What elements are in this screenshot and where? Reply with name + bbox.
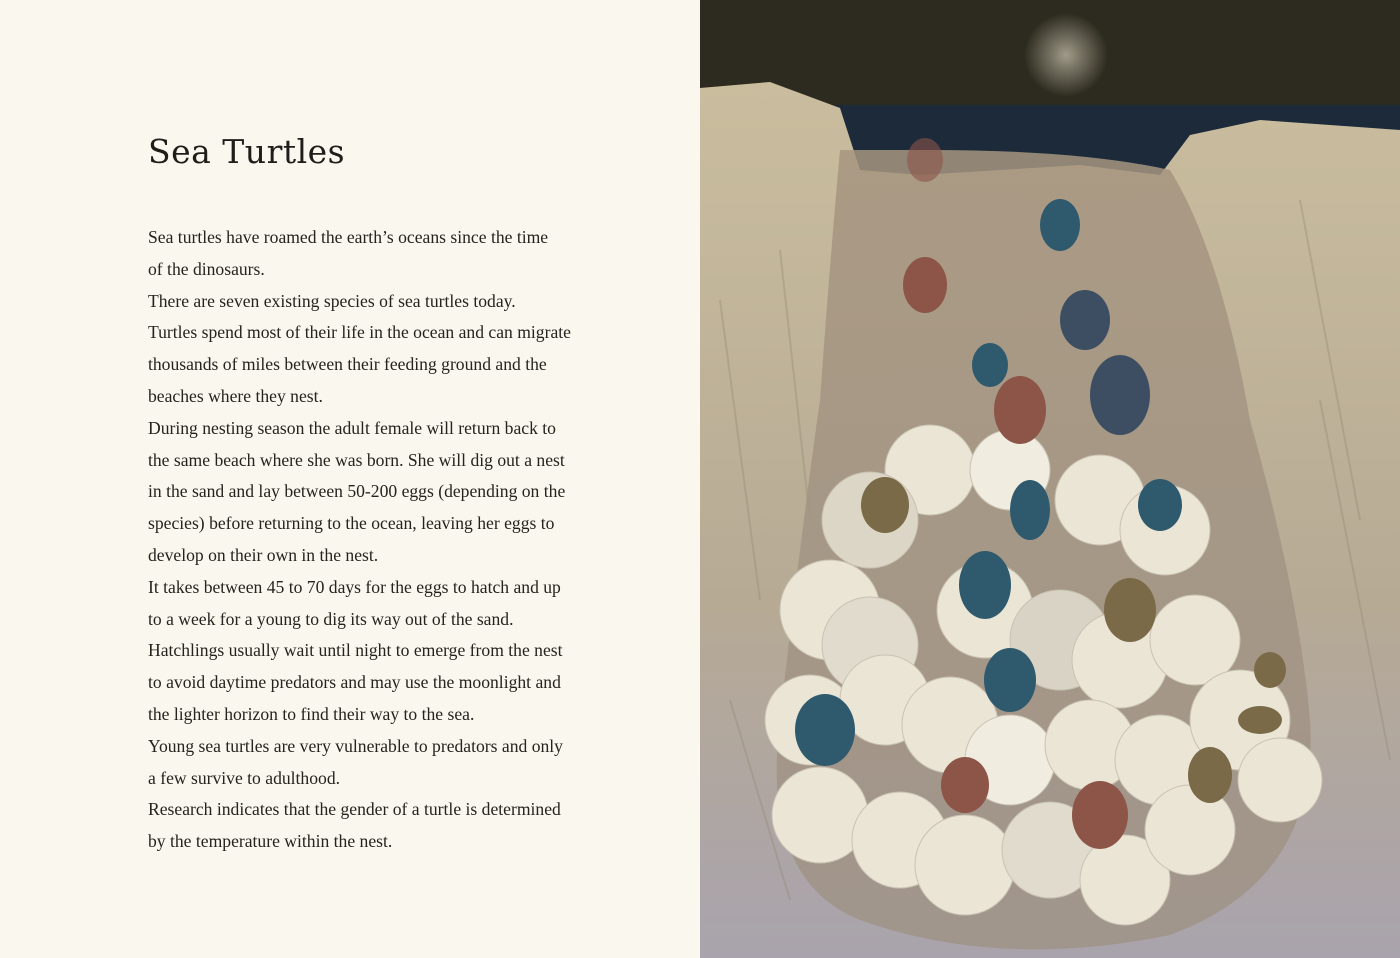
- text-line: Turtles spend most of their life in the ocean and can migrate: [148, 322, 571, 343]
- text-line: to a week for a young to dig its way out of the sand.: [148, 608, 514, 629]
- text-line: in the sand and lay between 50-200 eggs (depending on the: [148, 481, 566, 502]
- moon-glow: [1024, 13, 1108, 97]
- turtle-illustration: [700, 0, 1400, 958]
- text-line: develop on their own in the nest.: [148, 544, 379, 565]
- text-line: Young sea turtles are very vulnerable to predators and only: [148, 735, 563, 756]
- text-line: During nesting season the adult female will return back to: [148, 417, 556, 438]
- text-line: Research indicates that the gender of a turtle is determined: [148, 799, 561, 820]
- text-line: species) before returning to the ocean, leaving her eggs to: [148, 513, 555, 534]
- text-line: of the dinosaurs.: [148, 258, 265, 279]
- text-line: the same beach where she was born. She will dig out a nest: [148, 449, 565, 470]
- text-line: beaches where they nest.: [148, 385, 323, 406]
- text-line: Sea turtles have roamed the earth’s oceans since the time: [148, 227, 549, 247]
- text-line: by the temperature within the nest.: [148, 831, 393, 852]
- text-line: to avoid daytime predators and may use the moonlight and: [148, 672, 561, 693]
- text-line: a few survive to adulthood.: [148, 767, 341, 788]
- text-line: Hatchlings usually wait until night to emerge from the nest: [148, 640, 563, 661]
- text-line: There are seven existing species of sea turtles today.: [148, 290, 516, 311]
- text-line: the lighter horizon to find their way to the sea.: [148, 703, 475, 724]
- body-text: [148, 222, 588, 858]
- illustration-page: [700, 0, 1400, 958]
- text-line: It takes between 45 to 70 days for the eggs to hatch and up: [148, 576, 561, 597]
- page-title: Sea Turtles: [148, 132, 346, 171]
- text-line: thousands of miles between their feeding ground and the: [148, 354, 547, 375]
